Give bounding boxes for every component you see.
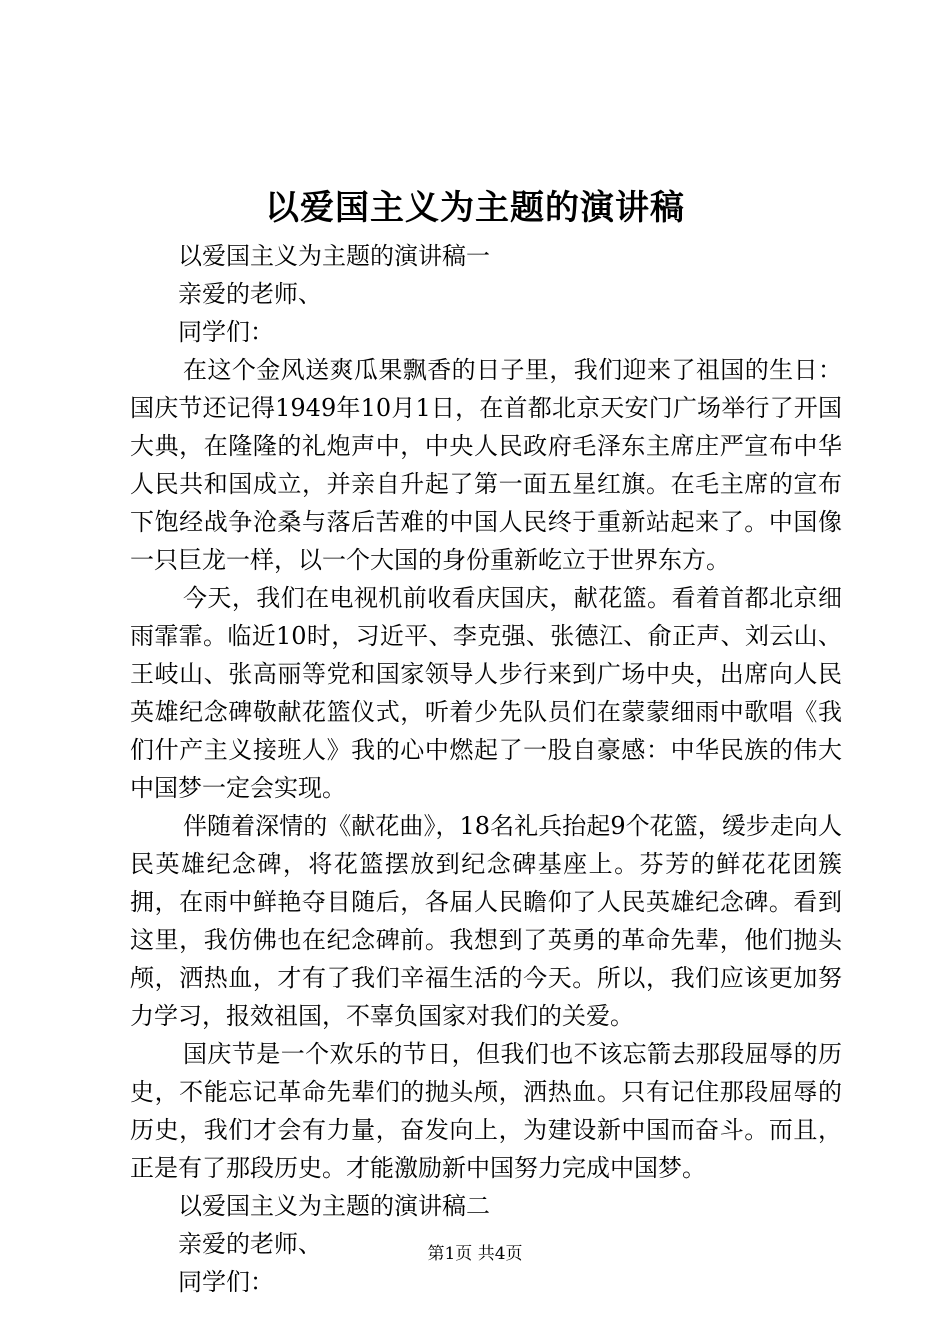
paragraph-flower-basket: 今天，我们在电视机前收看庆国庆，献花篮。看着首都北京细雨霏霏。临近10时，习近平、李克强、张德江、俞正声、刘云山、王岐山、张高丽等党和国家领导人步行来到广场中央，出席向人民英雄纪念碑敬献花篮仪式，听着少先队员们在蒙蒙细雨中歌唱《我们什产主义接班人》我的心中燃起了一股自豪感：中华民族的伟大中国梦一定会实现。 (130, 584, 842, 802)
section-heading-2: 以爱国主义为主题的演讲稿二 (178, 1192, 490, 1220)
section-heading-1: 以爱国主义为主题的演讲稿一 (178, 242, 490, 270)
salutation-teachers-1: 亲爱的老师、 (178, 280, 322, 308)
paragraph-monument: 伴随着深情的《献花曲》，18名礼兵抬起9个花篮，缓步走向人民英雄纪念碑，将花篮摆放到纪念碑基座上。芬芳的鲜花花团簇拥，在雨中鲜艳夺目随后，各届人民瞻仰了人民英雄纪念碑。看到这里，我仿佛也在纪念碑前。我想到了英勇的革命先辈，他们抛头颅，洒热血，才有了我们辛福生活的今天。所以，我们应该更加努力学习，报效祖国，不辜负国家对我们的关爱。 (130, 812, 842, 1030)
salutation-students-2: 同学们： (178, 1268, 274, 1296)
document-body (130, 237, 842, 1301)
salutation-teachers-2: 亲爱的老师、 (178, 1230, 322, 1258)
paragraph-history: 国庆节是一个欢乐的节日，但我们也不该忘箭去那段屈辱的历史，不能忘记革命先辈们的抛头颅，洒热血。只有记住那段屈辱的历史，我们才会有力量，奋发向上，为建设新中国而奋斗。而且，正是有了那段历史。才能激励新中国努力完成中国梦。 (130, 1040, 842, 1182)
paragraph-national-day: 在这个金风送爽瓜果飘香的日子里，我们迎来了祖国的生日：国庆节还记得1949年10月1日，在首都北京天安门广场举行了开国大典，在隆隆的礼炮声中，中央人民政府毛泽东主席庄严宣布中华人民共和国成立，并亲自升起了第一面五星红旗。在毛主席的宣布下饱经战争沧桑与落后苦难的中国人民终于重新站起来了。中国像一只巨龙一样，以一个大国的身份重新屹立于世界东方。 (130, 356, 842, 574)
salutation-students-1: 同学们： (178, 318, 274, 346)
document-title: 以爱国主义为主题的演讲稿 (265, 188, 685, 228)
page-footer: 第1页 共4页 (427, 1244, 523, 1264)
